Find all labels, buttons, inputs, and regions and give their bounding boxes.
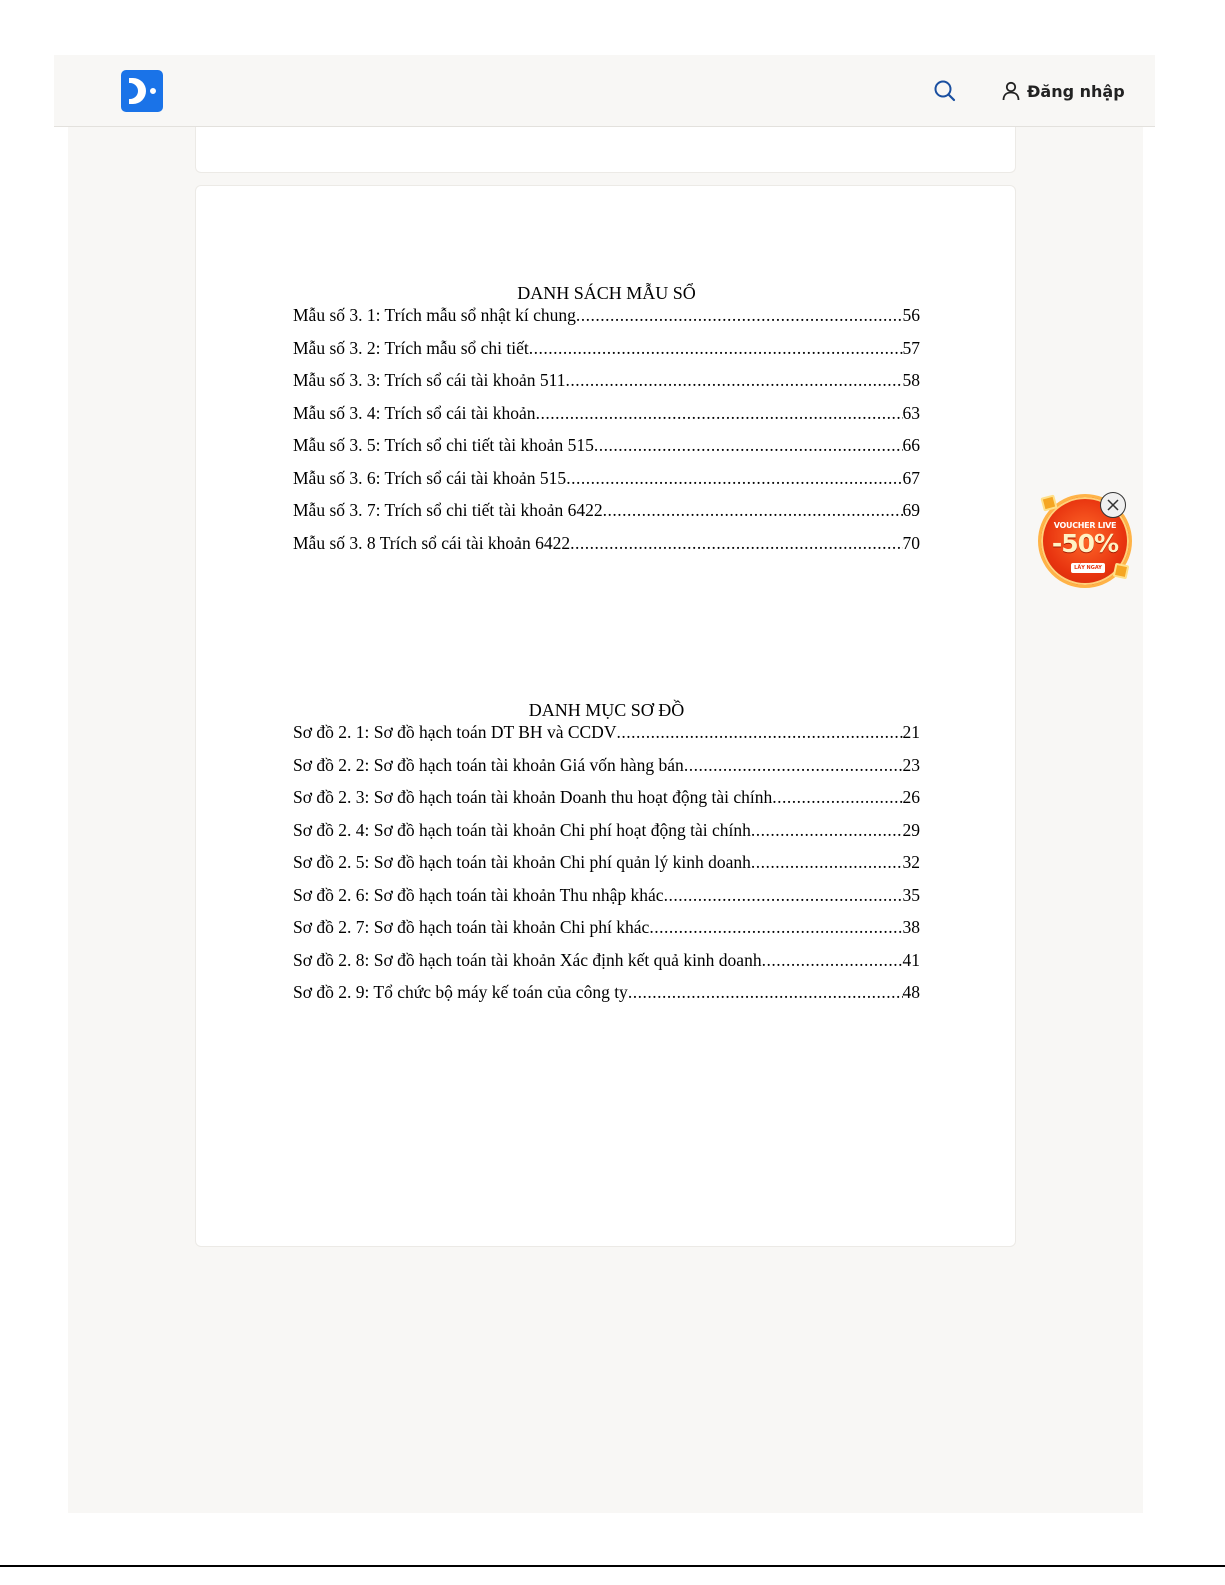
dot-leader [684,755,903,776]
gift-icon [1113,563,1130,580]
toc-page-number: 38 [902,917,920,937]
toc-section-diagrams [293,699,920,1015]
toc-page-number: 70 [902,532,920,553]
dot-leader [536,403,903,424]
toc-page-number: 48 [902,982,920,1002]
login-label: Đăng nhập [1027,81,1125,101]
dot-leader [772,787,902,808]
logo-mark [129,78,146,104]
dot-leader [566,370,903,391]
search-button[interactable] [931,77,959,105]
dot-leader [751,820,903,841]
toc-page-number: 35 [902,884,920,905]
section-title: DANH MỤC SƠ ĐỒ [528,700,685,720]
toc-row [293,755,920,788]
toc-row [293,370,920,403]
toc-entry-text: Sơ đồ 2. 9: Tổ chức bộ máy kế toán của công ty [293,982,628,1002]
toc-entry-text: Sơ đồ 2. 1: Sơ đồ hạch toán DT BH và CCDV [293,722,617,742]
toc-row [293,885,920,918]
toc-page-number: 32 [902,852,920,872]
toc-row [293,950,920,983]
dot-leader [649,917,902,938]
toc-entry-text: Sơ đồ 2. 8: Sơ đồ hạch toán tài khoản Xác định kết quả kinh doanh [293,949,762,970]
dot-leader [594,435,903,456]
toc-row [293,305,920,338]
toc-row [293,468,920,501]
toc-row [293,435,920,468]
logo-dot [148,86,158,96]
toc-page-number: 23 [902,754,920,775]
voucher-popup[interactable] [1036,490,1136,590]
dot-leader [603,500,903,521]
toc-entry-text: Mẫu số 3. 7: Trích sổ chi tiết tài khoản 6422 [293,500,603,520]
toc-entry-text: Mẫu số 3. 4: Trích sổ cái tài khoản [293,402,536,423]
toc-entry-text: Mẫu số 3. 5: Trích sổ chi tiết tài khoản 515 [293,435,594,455]
dot-leader [570,533,902,554]
toc-page-number: 66 [902,435,920,455]
toc-page-number: 26 [902,787,920,807]
toc-page-number: 58 [902,370,920,390]
toc-page-number: 41 [902,949,920,970]
toc-page-number: 21 [902,722,920,742]
toc-section-forms [293,282,920,565]
toc-entry-text: Sơ đồ 2. 2: Sơ đồ hạch toán tài khoản Giá vốn hàng bán [293,754,684,775]
previous-document-page [195,127,1016,173]
toc-page-number: 57 [902,337,920,358]
toc-entry-text: Mẫu số 3. 6: Trích sổ cái tài khoản 515 [293,467,567,488]
voucher-cta[interactable]: LẤY NGAY [1071,563,1105,573]
toc-page-number: 63 [902,402,920,423]
toc-row [293,403,920,436]
toc-row [293,820,920,853]
dot-leader [576,305,903,326]
dot-leader [762,950,903,971]
dot-leader [664,885,903,906]
section-title: DANH SÁCH MẪU SỔ [517,283,696,303]
dot-leader [628,982,903,1003]
toc-entry-text: Sơ đồ 2. 7: Sơ đồ hạch toán tài khoản Chi phí khác [293,917,650,937]
voucher-title: VOUCHER LIVE [1053,521,1117,530]
toc-entry-text: Mẫu số 3. 1: Trích mẫu sổ nhật kí chung [293,305,576,325]
toc-row [293,722,920,755]
toc-entry-text: Sơ đồ 2. 3: Sơ đồ hạch toán tài khoản Doanh thu hoạt động tài chính [293,787,773,807]
dot-leader [751,852,903,873]
bottom-divider [0,1565,1225,1567]
toc-entry-text: Mẫu số 3. 3: Trích sổ cái tài khoản 511 [293,370,566,390]
toc-page-number: 56 [902,305,920,325]
close-icon [1106,498,1120,512]
user-icon [1000,80,1022,102]
toc-page-number: 67 [902,467,920,488]
toc-row [293,982,920,1015]
toc-entry-text: Mẫu số 3. 8 Trích sổ cái tài khoản 6422 [293,532,571,553]
toc-row [293,533,920,566]
dot-leader [566,468,902,489]
voucher-close-button[interactable] [1100,492,1126,518]
dot-leader [529,338,903,359]
login-button[interactable] [1000,75,1125,107]
top-bar [54,55,1155,127]
toc-entry-text: Sơ đồ 2. 6: Sơ đồ hạch toán tài khoản Thu nhập khác [293,884,664,905]
brand-logo[interactable] [121,70,163,112]
toc-row [293,338,920,371]
toc-page-number: 69 [902,500,920,520]
document-page [195,185,1016,1247]
voucher-discount: -50% [1051,529,1119,558]
toc-row [293,917,920,950]
toc-page-number: 29 [902,819,920,840]
toc-entry-text: Sơ đồ 2. 4: Sơ đồ hạch toán tài khoản Chi phí hoạt động tài chính [293,819,751,840]
search-icon [931,77,959,105]
toc-entry-text: Mẫu số 3. 2: Trích mẫu sổ chi tiết [293,337,529,358]
toc-row [293,500,920,533]
toc-row [293,852,920,885]
dot-leader [616,722,902,743]
toc-row [293,787,920,820]
toc-entry-text: Sơ đồ 2. 5: Sơ đồ hạch toán tài khoản Chi phí quản lý kinh doanh [293,852,751,872]
